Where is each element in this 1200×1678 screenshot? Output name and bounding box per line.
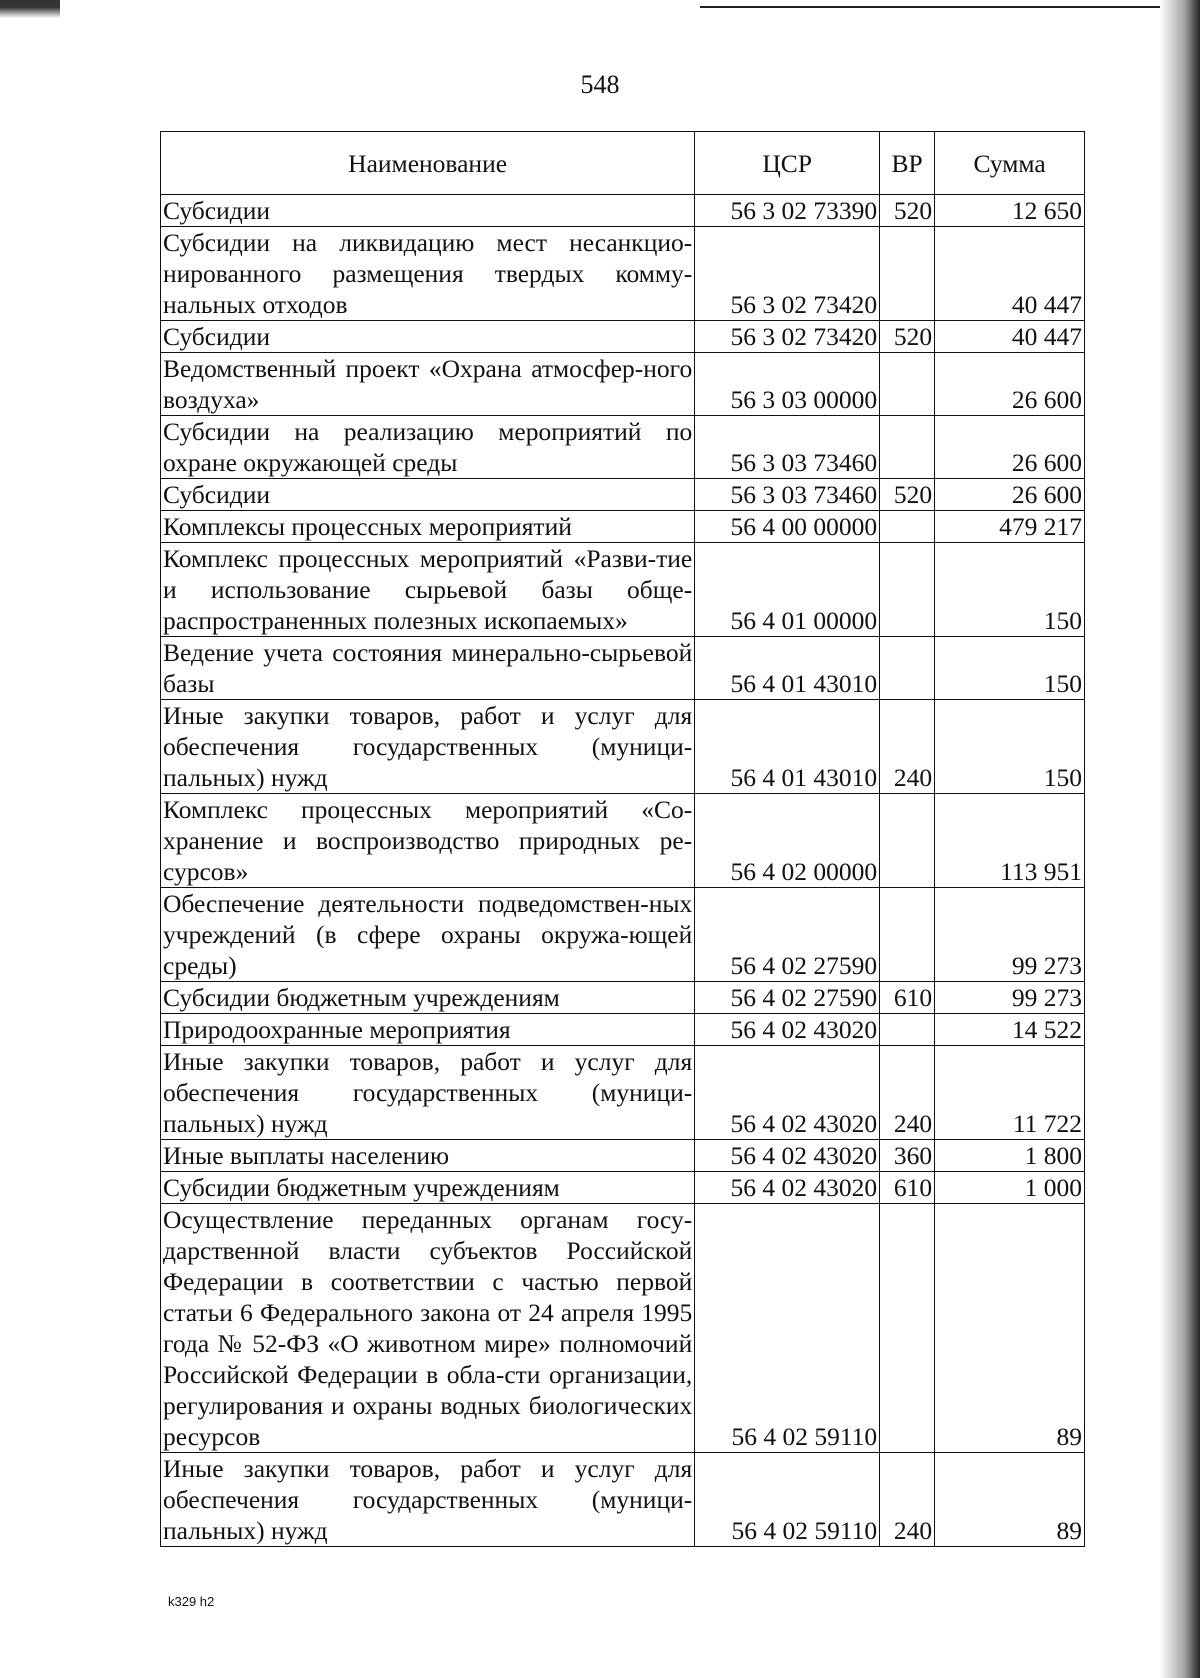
cell-vr: 610 [880, 982, 935, 1014]
cell-vr [880, 353, 935, 416]
table-row [161, 195, 1085, 227]
table-row [161, 479, 1085, 511]
cell-csr: 56 4 02 00000 [695, 794, 880, 888]
cell-name: Иные выплаты населению [161, 1140, 695, 1172]
cell-sum: 150 [935, 700, 1085, 794]
cell-sum: 89 [935, 1453, 1085, 1547]
cell-vr [880, 543, 935, 637]
table-row [161, 1140, 1085, 1172]
table-row [161, 700, 1085, 794]
cell-vr [880, 794, 935, 888]
cell-csr: 56 4 01 00000 [695, 543, 880, 637]
cell-name: Субсидии бюджетным учреждениям [161, 982, 695, 1014]
cell-csr: 56 3 03 00000 [695, 353, 880, 416]
cell-sum: 99 273 [935, 982, 1085, 1014]
cell-name: Субсидии [161, 479, 695, 511]
cell-name: Комплексы процессных мероприятий [161, 511, 695, 543]
table-row [161, 1172, 1085, 1204]
cell-name: Иные закупки товаров, работ и услуг для обеспечения государственных (муници-пальных) нужд [161, 1046, 695, 1140]
cell-sum: 26 600 [935, 479, 1085, 511]
cell-sum: 12 650 [935, 195, 1085, 227]
cell-sum: 89 [935, 1204, 1085, 1453]
cell-vr: 240 [880, 1453, 935, 1547]
cell-name: Обеспечение деятельности подведомствен-ных учреждений (в сфере охраны окружа-ющей среды) [161, 888, 695, 982]
table-row [161, 1014, 1085, 1046]
cell-name: Иные закупки товаров, работ и услуг для обеспечения государственных (муници-пальных) нужд [161, 700, 695, 794]
cell-csr: 56 3 03 73460 [695, 416, 880, 479]
cell-name: Субсидии бюджетным учреждениям [161, 1172, 695, 1204]
cell-name: Субсидии [161, 321, 695, 353]
cell-vr [880, 888, 935, 982]
cell-vr: 520 [880, 321, 935, 353]
cell-vr [880, 416, 935, 479]
cell-name: Комплекс процессных мероприятий «Разви-тие и использование сырьевой базы обще-распространенных полезных ископаемых» [161, 543, 695, 637]
cell-csr: 56 4 01 43010 [695, 700, 880, 794]
table-row [161, 543, 1085, 637]
header-name: Наименование [161, 132, 695, 195]
cell-name: Осуществление переданных органам госу-дарственной власти субъектов Российской Федерации в соответствии с частью первой статьи 6 Федерального закона от 24 апреля 1995 года № 52-ФЗ «О животном мире» полномочий Российской Федерации в обла-сти организации, регулирования и охраны водных биологических ресурсов [161, 1204, 695, 1453]
cell-sum: 150 [935, 543, 1085, 637]
cell-csr: 56 4 02 43020 [695, 1140, 880, 1172]
cell-sum: 11 722 [935, 1046, 1085, 1140]
footer-code: k329 h2 [168, 1594, 215, 1609]
cell-vr [880, 511, 935, 543]
cell-vr [880, 1204, 935, 1453]
table-row [161, 321, 1085, 353]
cell-vr [880, 637, 935, 700]
cell-vr: 360 [880, 1140, 935, 1172]
table-row [161, 888, 1085, 982]
cell-name: Ведение учета состояния минерально-сырьевой базы [161, 637, 695, 700]
header-sum: Сумма [935, 132, 1085, 195]
cell-name: Иные закупки товаров, работ и услуг для обеспечения государственных (муници-пальных) нужд [161, 1453, 695, 1547]
cell-csr: 56 4 02 43020 [695, 1046, 880, 1140]
cell-csr: 56 4 02 27590 [695, 888, 880, 982]
cell-name: Субсидии [161, 195, 695, 227]
cell-csr: 56 4 02 43020 [695, 1172, 880, 1204]
cell-sum: 40 447 [935, 227, 1085, 321]
cell-csr: 56 3 03 73460 [695, 479, 880, 511]
cell-csr: 56 4 02 27590 [695, 982, 880, 1014]
cell-sum: 479 217 [935, 511, 1085, 543]
cell-sum: 26 600 [935, 416, 1085, 479]
table-row [161, 227, 1085, 321]
cell-sum: 1 800 [935, 1140, 1085, 1172]
cell-csr: 56 3 02 73420 [695, 321, 880, 353]
cell-vr: 610 [880, 1172, 935, 1204]
header-vr: ВР [880, 132, 935, 195]
cell-csr: 56 4 01 43010 [695, 637, 880, 700]
header-csr: ЦСР [695, 132, 880, 195]
table-row [161, 1046, 1085, 1140]
budget-table [160, 131, 1085, 1547]
scan-artifact-corner [0, 0, 60, 18]
cell-name: Субсидии на реализацию мероприятий по охране окружающей среды [161, 416, 695, 479]
cell-name: Субсидии на ликвидацию мест несанкцио-нированного размещения твердых комму-нальных отходов [161, 227, 695, 321]
cell-sum: 150 [935, 637, 1085, 700]
cell-name: Ведомственный проект «Охрана атмосфер-ного воздуха» [161, 353, 695, 416]
table-row [161, 353, 1085, 416]
cell-sum: 1 000 [935, 1172, 1085, 1204]
cell-csr: 56 3 02 73420 [695, 227, 880, 321]
cell-csr: 56 4 02 59110 [695, 1204, 880, 1453]
cell-sum: 113 951 [935, 794, 1085, 888]
table-body [161, 195, 1085, 1547]
cell-vr [880, 227, 935, 321]
table-row [161, 637, 1085, 700]
cell-sum: 14 522 [935, 1014, 1085, 1046]
cell-vr: 520 [880, 479, 935, 511]
cell-name: Комплекс процессных мероприятий «Со-хранение и воспроизводство природных ре-сурсов» [161, 794, 695, 888]
cell-sum: 26 600 [935, 353, 1085, 416]
cell-csr: 56 4 02 43020 [695, 1014, 880, 1046]
page-number: 548 [580, 70, 620, 99]
table-row [161, 794, 1085, 888]
cell-vr: 240 [880, 1046, 935, 1140]
cell-vr: 240 [880, 700, 935, 794]
cell-sum: 40 447 [935, 321, 1085, 353]
scan-artifact-right-edge [1160, 0, 1200, 1678]
scan-artifact-top-line [700, 6, 1160, 8]
table-row [161, 1204, 1085, 1453]
cell-name: Природоохранные мероприятия [161, 1014, 695, 1046]
cell-csr: 56 4 00 00000 [695, 511, 880, 543]
table-row [161, 982, 1085, 1014]
table-row [161, 511, 1085, 543]
cell-sum: 99 273 [935, 888, 1085, 982]
table-row [161, 416, 1085, 479]
cell-vr [880, 1014, 935, 1046]
cell-csr: 56 4 02 59110 [695, 1453, 880, 1547]
table-header-row [161, 132, 1085, 195]
table-row [161, 1453, 1085, 1547]
cell-vr: 520 [880, 195, 935, 227]
cell-csr: 56 3 02 73390 [695, 195, 880, 227]
